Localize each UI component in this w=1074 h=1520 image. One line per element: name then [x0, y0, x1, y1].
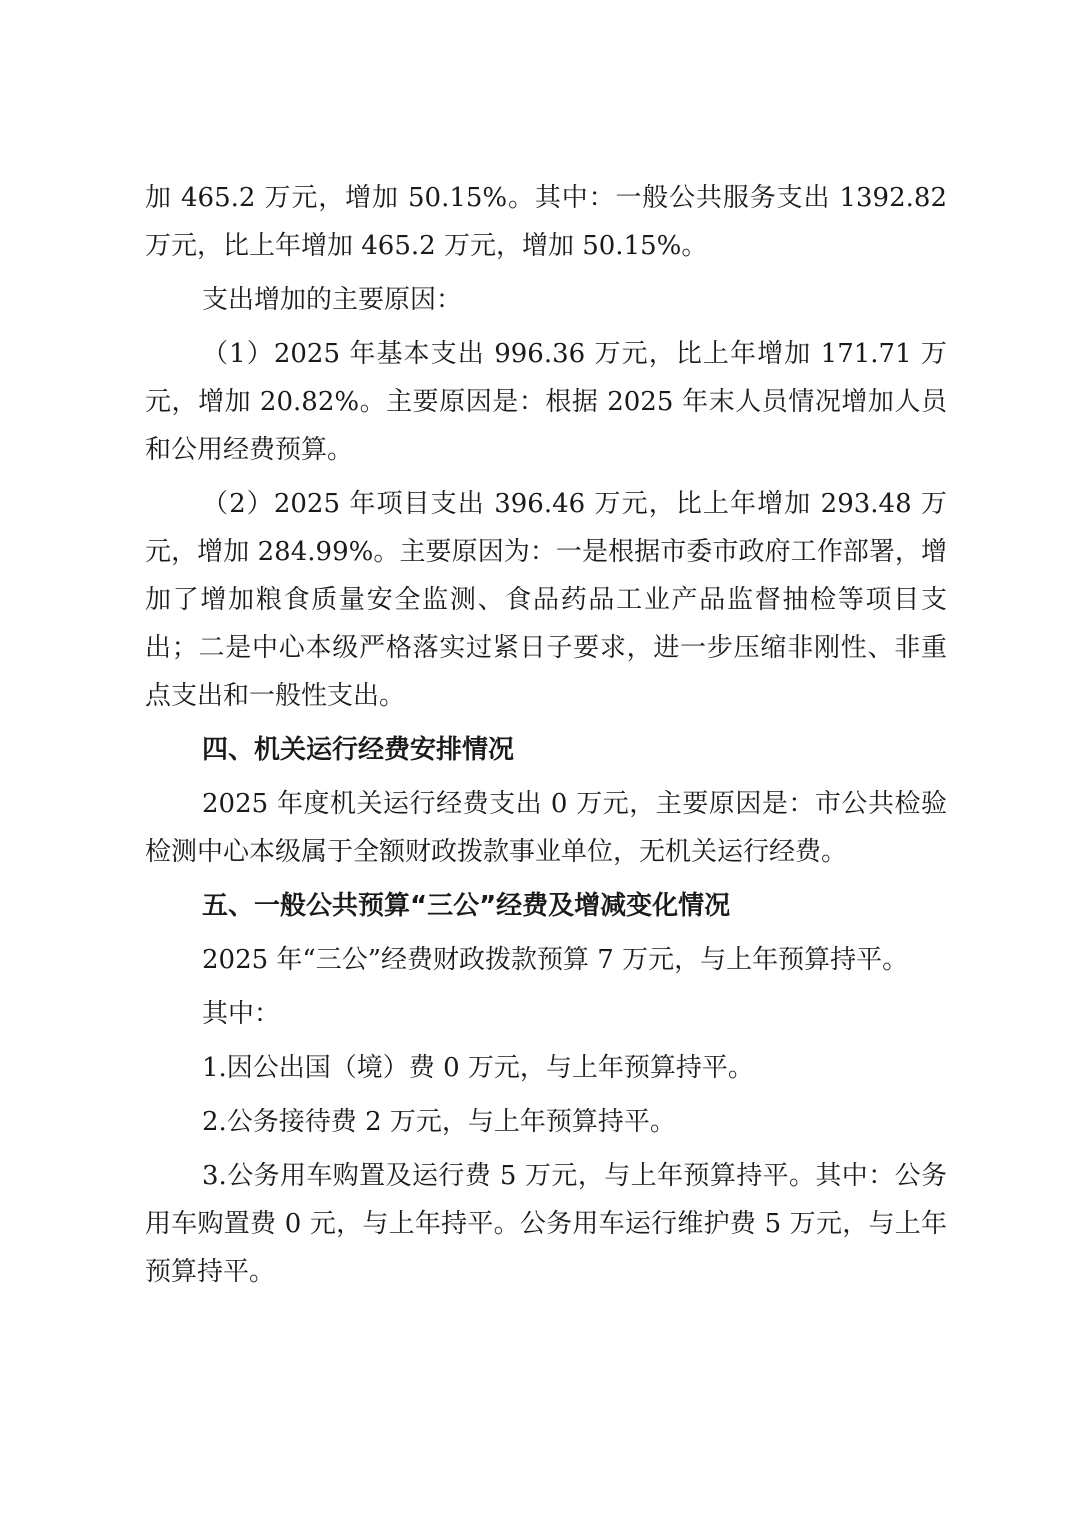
paragraph-operating-expenses: 2025 年度机关运行经费支出 0 万元，主要原因是：市公共检验检测中心本级属于全额财政拨款事业单位，无机关运行经费。	[145, 789, 947, 867]
paragraph-three-public-budget: 2025 年“三公”经费财政拨款预算 7 万元，与上年预算持平。	[202, 945, 909, 975]
paragraph-among-them: 其中：	[202, 999, 281, 1029]
section-heading-three-public-expenses: 五、一般公共预算“三公”经费及增减变化情况	[202, 891, 731, 921]
paragraph-project-expenditure: （2）2025 年项目支出 396.46 万元，比上年增加 293.48 万元，增加 284.99%。主要原因为：一是根据市委市政府工作部署，增加了增加粮食质量安全监测、食品药品工业产品监督抽检等项目支出；二是中心本级严格落实过紧日子要求，进一步压缩非刚性、非重点支出和一般性支出。	[145, 489, 947, 711]
paragraph-basic-expenditure: （1）2025 年基本支出 996.36 万元，比上年增加 171.71 万元，增加 20.82%。主要原因是：根据 2025 年末人员情况增加人员和公用经费预算。	[145, 339, 947, 465]
section-heading-operating-expenses: 四、机关运行经费安排情况	[202, 735, 515, 765]
paragraph-increase-reasons-intro: 支出增加的主要原因：	[202, 285, 463, 315]
list-item-official-vehicles: 3.公务用车购置及运行费 5 万元，与上年预算持平。其中：公务用车购置费 0 元，与上年持平。公务用车运行维护费 5 万元，与上年预算持平。	[145, 1161, 947, 1287]
paragraph-expenditure-summary: 加 465.2 万元，增加 50.15%。其中：一般公共服务支出 1392.82 万元，比上年增加 465.2 万元，增加 50.15%。	[145, 183, 947, 261]
list-item-overseas-travel: 1.因公出国（境）费 0 万元，与上年预算持平。	[202, 1053, 754, 1083]
document-body	[145, 174, 947, 1302]
list-item-reception: 2.公务接待费 2 万元，与上年预算持平。	[202, 1107, 676, 1137]
